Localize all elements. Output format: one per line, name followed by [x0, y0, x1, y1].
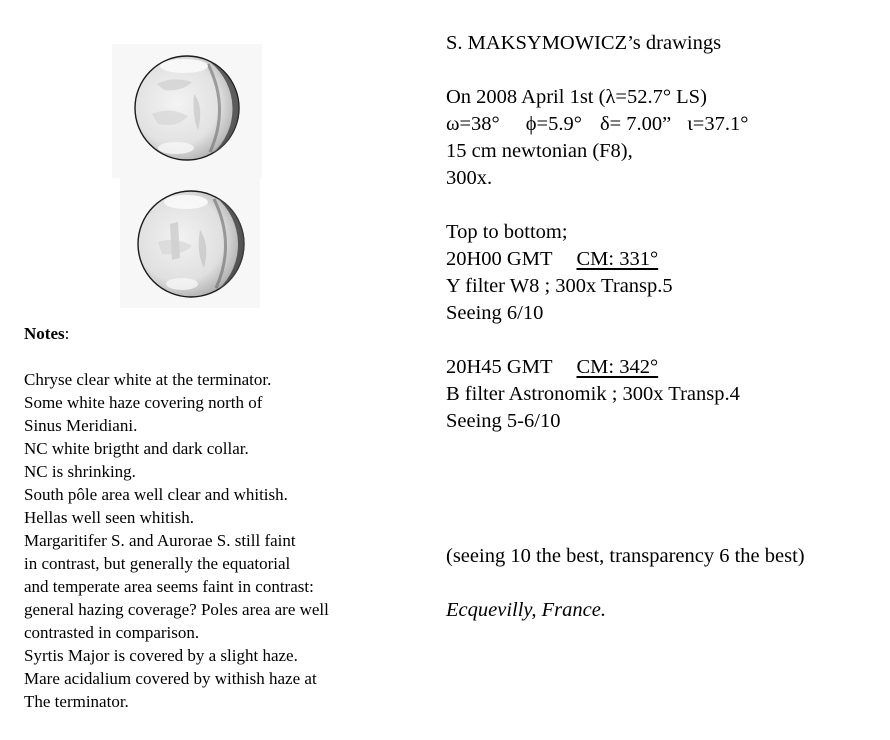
- note-line: Sinus Meridiani.: [24, 416, 138, 435]
- note-line: Some white haze covering north of: [24, 393, 263, 412]
- notes-heading: [24, 322, 404, 345]
- geometry-params: [446, 111, 876, 138]
- observation-filter: B filter Astronomik ; 300x Transp.4: [446, 383, 740, 405]
- telescope-line: 15 cm newtonian (F8),: [446, 140, 633, 162]
- observation-filter: Y filter W8 ; 300x Transp.5: [446, 275, 673, 297]
- phi-value: ϕ=5.9°: [525, 113, 582, 135]
- page-title: S. MAKSYMOWICZ’s drawings: [446, 32, 722, 54]
- date-line: On 2008 April 1st (λ=52.7° LS): [446, 86, 707, 108]
- note-line: Chryse clear white at the terminator.: [24, 370, 272, 389]
- central-meridian: CM: 342°: [576, 356, 659, 378]
- note-line: Hellas well seen whitish.: [24, 508, 194, 527]
- notes-heading-label: Notes: [24, 324, 65, 343]
- central-meridian: CM: 331°: [576, 248, 659, 270]
- note-line: and temperate area seems faint in contrast:: [24, 577, 314, 596]
- note-line: contrasted in comparison.: [24, 623, 200, 642]
- magnification-line: 300x.: [446, 167, 493, 189]
- notes-list: [24, 368, 404, 713]
- note-line: The terminator.: [24, 692, 129, 711]
- notes-section: [24, 322, 404, 713]
- notes-heading-colon: :: [64, 324, 70, 343]
- omega-value: ω=38°: [446, 113, 500, 135]
- observation-seeing: Seeing 6/10: [446, 302, 544, 324]
- order-note: Top to bottom;: [446, 221, 568, 243]
- note-line: in contrast, but generally the equatorial: [24, 554, 291, 573]
- note-line: general hazing coverage? Poles area are well: [24, 600, 329, 619]
- mars-drawing-top: [112, 44, 262, 178]
- note-line: South pôle area well clear and whitish.: [24, 485, 288, 504]
- observation-details: [446, 30, 876, 624]
- observation-time-row: [446, 246, 876, 273]
- scale-note: (seeing 10 the best, transparency 6 the best): [446, 545, 805, 567]
- note-line: Syrtis Major is covered by a slight haze.: [24, 646, 298, 665]
- observation-block: [446, 354, 876, 435]
- note-line: NC white brigtht and dark collar.: [24, 439, 249, 458]
- observation-time: 20H45 GMT: [446, 356, 553, 378]
- observation-block: [446, 246, 876, 327]
- observation-seeing: Seeing 5-6/10: [446, 410, 561, 432]
- mars-drawing-bottom: [120, 172, 260, 308]
- note-line: Margaritifer S. and Aurorae S. still faint: [24, 531, 296, 550]
- delta-value: δ= 7.00”: [599, 113, 672, 135]
- note-line: NC is shrinking.: [24, 462, 136, 481]
- iota-value: ι=37.1°: [687, 113, 749, 135]
- location: Ecquevilly, France.: [446, 599, 606, 621]
- note-line: Mare acidalium covered by withish haze at: [24, 669, 317, 688]
- observation-time: 20H00 GMT: [446, 248, 553, 270]
- observation-time-row: [446, 354, 876, 381]
